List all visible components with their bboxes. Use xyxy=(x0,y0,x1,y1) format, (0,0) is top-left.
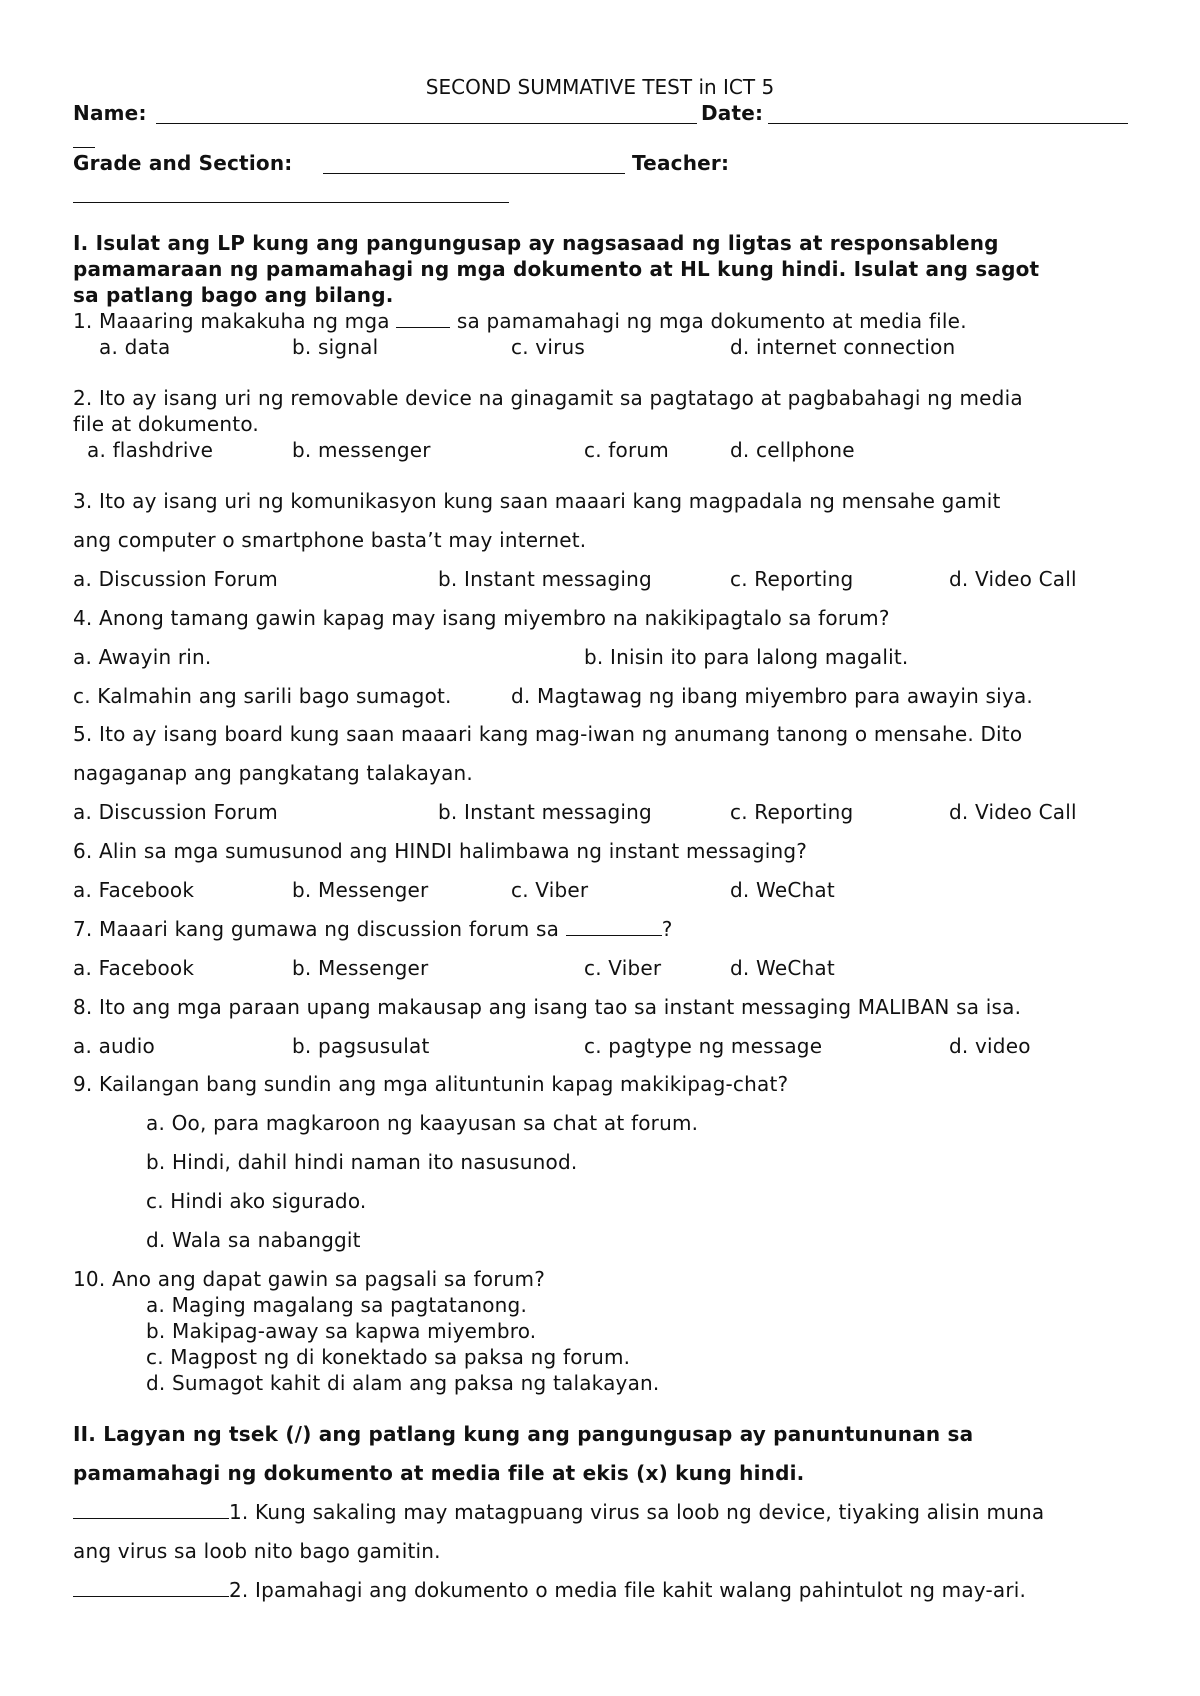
page-title: SECOND SUMMATIVE TEST in ICT 5 xyxy=(425,75,775,99)
q8-choice-a: a. audio xyxy=(73,1034,155,1058)
question-2-line1: 2. Ito ay isang uri ng removable device na ginagamit sa pagtatago at pagbabahagi ng media xyxy=(73,386,1023,410)
q8-choice-c: c. pagtype ng message xyxy=(584,1034,823,1058)
q7-choice-b: b. Messenger xyxy=(292,956,429,980)
teacher-blank[interactable] xyxy=(73,202,509,203)
question-9: 9. Kailangan bang sundin ang mga alituntunin kapag makikipag-chat? xyxy=(73,1072,789,1096)
grade-section-blank[interactable] xyxy=(323,173,625,174)
q4-choice-a: a. Awayin rin. xyxy=(73,645,212,669)
question-1-after: sa pamamahagi ng mga dokumento at media file. xyxy=(456,309,967,333)
part2-instruction-line1: II. Lagyan ng tsek (/) ang patlang kung ang pangungusap ay panuntununan sa xyxy=(73,1422,974,1446)
q6-choice-a: a. Facebook xyxy=(73,878,195,902)
part2-item-1 xyxy=(73,1499,1044,1525)
q4-choice-d: d. Magtawag ng ibang miyembro para awayin siya. xyxy=(511,684,1033,708)
q3-choice-b: b. Instant messaging xyxy=(438,567,652,591)
q6-choice-b: b. Messenger xyxy=(292,878,429,902)
q9-choice-a: a. Oo, para magkaroon ng kaayusan sa chat at forum. xyxy=(146,1111,699,1135)
q10-choice-c: c. Magpost ng di konektado sa paksa ng forum. xyxy=(146,1345,631,1369)
name-blank[interactable] xyxy=(156,123,697,124)
question-7-before: 7. Maaari kang gumawa ng discussion forum sa xyxy=(73,917,560,941)
q9-choice-d: d. Wala sa nabanggit xyxy=(146,1228,361,1252)
q6-choice-d: d. WeChat xyxy=(730,878,835,902)
q5-choice-c: c. Reporting xyxy=(730,800,854,824)
q1-choice-a: a. data xyxy=(99,335,171,359)
q4-choice-b: b. Inisin ito para lalong magalit. xyxy=(584,645,909,669)
question-10: 10. Ano ang dapat gawin sa pagsali sa forum? xyxy=(73,1267,546,1291)
name-label: Name: xyxy=(73,101,147,125)
question-7 xyxy=(73,916,673,942)
part2-item-2-line1: 2. Ipamahagi ang dokumento o media file kahit walang pahintulot ng may-ari. xyxy=(229,1578,1027,1602)
part2-item-2-blank[interactable] xyxy=(73,1578,229,1597)
question-1-blank[interactable] xyxy=(396,309,450,328)
question-3-line1: 3. Ito ay isang uri ng komunikasyon kung saan maaari kang magpadala ng mensahe gamit xyxy=(73,489,1001,513)
question-8: 8. Ito ang mga paraan upang makausap ang isang tao sa instant messaging MALIBAN sa isa. xyxy=(73,995,1022,1019)
q7-choice-a: a. Facebook xyxy=(73,956,195,980)
q2-choice-b: b. messenger xyxy=(292,438,431,462)
part1-instruction-line2: pamamaraan ng pamamahagi ng mga dokumento at HL kung hindi. Isulat ang sagot xyxy=(73,257,1040,281)
question-1-before: 1. Maaaring makakuha ng mga xyxy=(73,309,390,333)
grade-section-label: Grade and Section: xyxy=(73,151,293,175)
name-blank-wrap xyxy=(73,147,95,148)
grade-section-row xyxy=(73,150,292,176)
question-7-blank[interactable] xyxy=(566,917,662,936)
teacher-label: Teacher: xyxy=(632,151,730,175)
q1-choice-c: c. virus xyxy=(511,335,586,359)
part1-instruction-line3: sa patlang bago ang bilang. xyxy=(73,283,394,307)
q1-choice-b: b. signal xyxy=(292,335,379,359)
q10-choice-d: d. Sumagot kahit di alam ang paksa ng talakayan. xyxy=(146,1371,660,1395)
q4-choice-c: c. Kalmahin ang sarili bago sumagot. xyxy=(73,684,452,708)
q2-choice-a: a. flashdrive xyxy=(87,438,214,462)
question-5-line2: nagaganap ang pangkatang talakayan. xyxy=(73,761,473,785)
question-4: 4. Anong tamang gawin kapag may isang miyembro na nakikipagtalo sa forum? xyxy=(73,606,890,630)
question-5-line1: 5. Ito ay isang board kung saan maaari kang mag-iwan ng anumang tanong o mensahe. Dito xyxy=(73,722,1023,746)
name-row xyxy=(73,100,147,126)
part2-instruction-line2: pamamahagi ng dokumento at media file at ekis (x) kung hindi. xyxy=(73,1461,805,1485)
q7-choice-c: c. Viber xyxy=(584,956,662,980)
question-6: 6. Alin sa mga sumusunod ang HINDI halimbawa ng instant messaging? xyxy=(73,839,808,863)
q7-choice-d: d. WeChat xyxy=(730,956,835,980)
q10-choice-a: a. Maging magalang sa pagtatanong. xyxy=(146,1293,528,1317)
q6-choice-c: c. Viber xyxy=(511,878,589,902)
q5-choice-a: a. Discussion Forum xyxy=(73,800,278,824)
q9-choice-c: c. Hindi ako sigurado. xyxy=(146,1189,367,1213)
date-row xyxy=(701,100,763,126)
q5-choice-b: b. Instant messaging xyxy=(438,800,652,824)
question-7-after: ? xyxy=(661,917,673,941)
question-2-line2: file at dokumento. xyxy=(73,412,259,436)
q2-choice-d: d. cellphone xyxy=(730,438,855,462)
date-label: Date: xyxy=(701,101,764,125)
question-3-line2: ang computer o smartphone basta’t may internet. xyxy=(73,528,587,552)
q9-choice-b: b. Hindi, dahil hindi naman ito nasusunod. xyxy=(146,1150,578,1174)
date-blank[interactable] xyxy=(768,123,1128,124)
part1-instruction-line1: I. Isulat ang LP kung ang pangungusap ay nagsasaad ng ligtas at responsableng xyxy=(73,231,999,255)
q8-choice-d: d. video xyxy=(949,1034,1031,1058)
part2-item-1-blank[interactable] xyxy=(73,1500,229,1519)
part2-item-1-line2: ang virus sa loob nito bago gamitin. xyxy=(73,1539,441,1563)
question-1 xyxy=(73,308,967,334)
q5-choice-d: d. Video Call xyxy=(949,800,1077,824)
q8-choice-b: b. pagsusulat xyxy=(292,1034,430,1058)
part2-item-2 xyxy=(73,1577,1026,1603)
q10-choice-b: b. Makipag-away sa kapwa miyembro. xyxy=(146,1319,537,1343)
q3-choice-a: a. Discussion Forum xyxy=(73,567,278,591)
q1-choice-d: d. internet connection xyxy=(730,335,956,359)
q3-choice-d: d. Video Call xyxy=(949,567,1077,591)
q2-choice-c: c. forum xyxy=(584,438,669,462)
q3-choice-c: c. Reporting xyxy=(730,567,854,591)
part2-item-1-line1: 1. Kung sakaling may matagpuang virus sa loob ng device, tiyaking alisin muna xyxy=(229,1500,1045,1524)
teacher-row xyxy=(632,150,729,176)
